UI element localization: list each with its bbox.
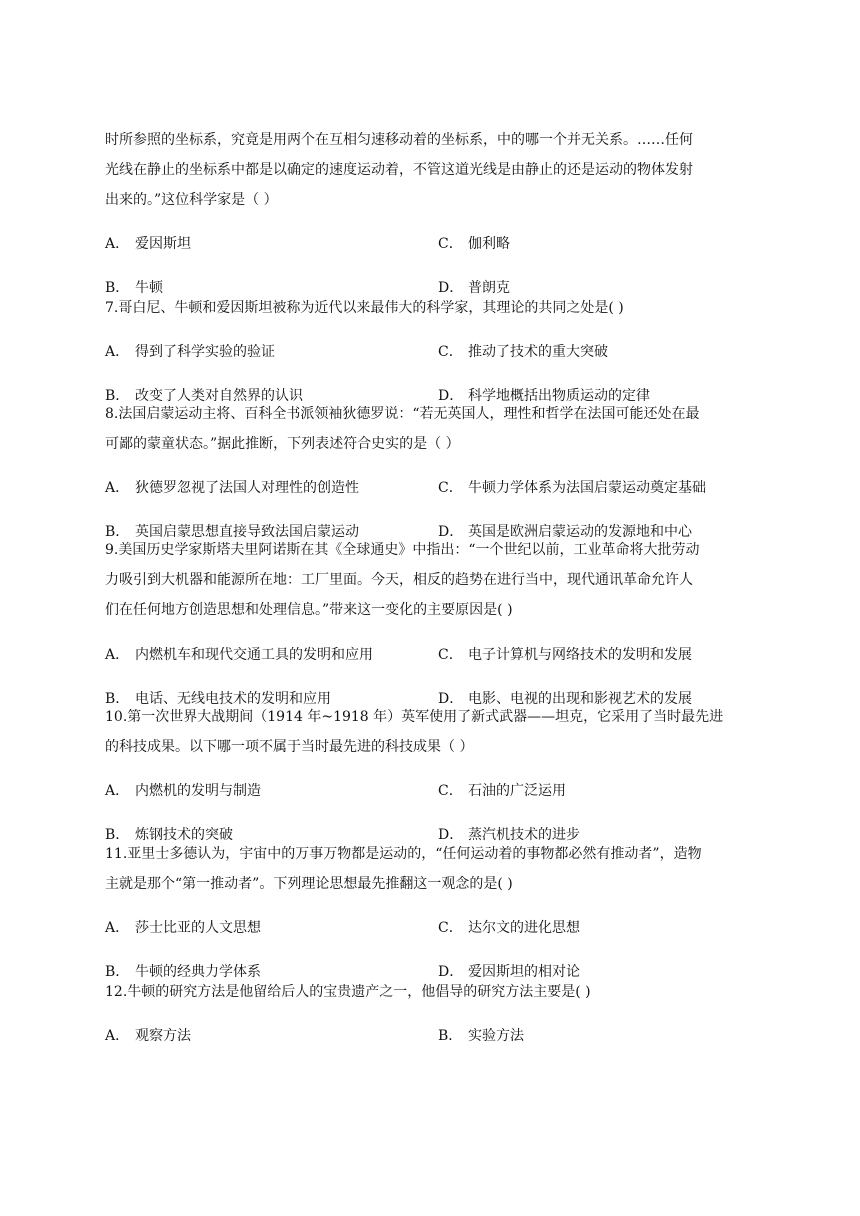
option-key: A． <box>105 1028 130 1044</box>
option-key: A． <box>105 647 130 663</box>
q8-option-a <box>105 479 359 497</box>
q10-text-line-1: 10.第一次世界大战期间（1914 年~1918 年）英军使用了新式武器——坦克，它采用了当时最先进 <box>105 709 724 725</box>
q9-text-line-1: 9.美国历史学家斯塔夫里阿诺斯在其《全球通史》中指出：“一个世纪以前，工业革命将大批劳动 <box>105 542 700 558</box>
option-text: 电子计算机与网络技术的发明和发展 <box>468 647 692 663</box>
option-text: 牛顿的经典力学体系 <box>135 964 261 980</box>
option-key: B． <box>105 280 130 296</box>
q10-option-a <box>105 782 261 800</box>
q7-option-b <box>105 387 303 405</box>
option-key: D． <box>438 964 464 980</box>
option-key: D． <box>438 827 464 843</box>
q6-option-a <box>105 235 191 253</box>
option-key: D． <box>438 280 464 296</box>
q8-option-c <box>438 479 706 497</box>
q11-option-b <box>105 963 261 981</box>
option-key: B． <box>105 524 130 540</box>
q9-option-b <box>105 690 331 708</box>
option-text: 内燃机车和现代交通工具的发明和应用 <box>135 647 373 663</box>
option-key: D． <box>438 691 464 707</box>
option-key: B． <box>105 388 130 404</box>
option-key: B． <box>105 827 130 843</box>
q9-option-c <box>438 646 692 664</box>
option-key: B． <box>438 1028 463 1044</box>
option-text: 爱因斯坦 <box>135 236 191 252</box>
option-key: B． <box>105 691 130 707</box>
option-text: 电影、电视的出现和影视艺术的发展 <box>468 691 692 707</box>
option-text: 英国启蒙思想直接导致法国启蒙运动 <box>135 524 359 540</box>
q7-option-d <box>438 387 650 405</box>
option-text: 狄德罗忽视了法国人对理性的创造性 <box>135 480 359 496</box>
option-text: 石油的广泛运用 <box>468 783 566 799</box>
q11-text-line-1: 11.亚里士多德认为，宇宙中的万事万物都是运动的，“任何运动着的事物都必然有推动者”，造物 <box>105 846 702 862</box>
q11-option-c <box>438 919 580 937</box>
q9-text-line-3: 们在任何地方创造思想和处理信息。”带来这一变化的主要原因是( ) <box>105 602 513 618</box>
q9-option-d <box>438 690 692 708</box>
q8-text-line-2: 可鄙的蒙童状态。”据此推断，下列表述符合史实的是（ ） <box>105 436 460 452</box>
option-key: C． <box>438 480 463 496</box>
q6-option-d <box>438 279 510 297</box>
option-text: 电话、无线电技术的发明和应用 <box>135 691 331 707</box>
option-text: 科学地概括出物质运动的定律 <box>468 388 650 404</box>
q8-option-d <box>438 523 692 541</box>
option-text: 普朗克 <box>468 280 510 296</box>
q8-option-b <box>105 523 359 541</box>
q12-option-a <box>105 1027 191 1045</box>
option-key: A． <box>105 480 130 496</box>
q10-text-line-2: 的科技成果。以下哪一项不属于当时最先进的科技成果（ ） <box>105 739 474 755</box>
option-key: B． <box>105 964 130 980</box>
option-key: D． <box>438 388 464 404</box>
q7-option-a <box>105 343 275 361</box>
q7-text-line-1: 7.哥白尼、牛顿和爱因斯坦被称为近代以来最伟大的科学家，其理论的共同之处是( ) <box>105 300 624 316</box>
q7-option-c <box>438 343 608 361</box>
option-text: 莎士比亚的人文思想 <box>135 920 261 936</box>
option-text: 推动了技术的重大突破 <box>468 344 608 360</box>
q6-option-c <box>438 235 510 253</box>
q10-option-d <box>438 826 580 844</box>
option-key: A． <box>105 344 130 360</box>
q6-text-line-1: 时所参照的坐标系，究竟是用两个在互相匀速移动着的坐标系，中的哪一个并无关系。……任何 <box>105 132 693 148</box>
option-text: 改变了人类对自然界的认识 <box>135 388 303 404</box>
q6-text-line-2: 光线在静止的坐标系中都是以确定的速度运动着，不管这道光线是由静止的还是运动的物体发射 <box>105 162 693 178</box>
option-key: C． <box>438 236 463 252</box>
q9-option-a <box>105 646 373 664</box>
option-text: 伽利略 <box>468 236 510 252</box>
option-key: C． <box>438 783 463 799</box>
option-key: C． <box>438 920 463 936</box>
q6-option-b <box>105 279 163 297</box>
option-text: 牛顿 <box>135 280 163 296</box>
q12-text-line-1: 12.牛顿的研究方法是他留给后人的宝贵遗产之一，他倡导的研究方法主要是( ) <box>105 984 591 1000</box>
q9-text-line-2: 力吸引到大机器和能源所在地：工厂里面。今天，相反的趋势在进行当中，现代通讯革命允许人 <box>105 572 693 588</box>
option-key: D． <box>438 524 464 540</box>
option-text: 内燃机的发明与制造 <box>135 783 261 799</box>
option-text: 观察方法 <box>135 1028 191 1044</box>
q10-option-b <box>105 826 233 844</box>
q6-text-line-3: 出来的。”这位科学家是（ ） <box>105 192 278 208</box>
option-key: C． <box>438 647 463 663</box>
q12-option-b <box>438 1027 524 1045</box>
q11-text-line-2: 主就是那个“第一推动者”。下列理论思想最先推翻这一观念的是( ) <box>105 876 513 892</box>
option-text: 达尔文的进化思想 <box>468 920 580 936</box>
q11-option-d <box>438 963 580 981</box>
q10-option-c <box>438 782 566 800</box>
option-text: 英国是欧洲启蒙运动的发源地和中心 <box>468 524 692 540</box>
option-text: 炼钢技术的突破 <box>135 827 233 843</box>
q11-option-a <box>105 919 261 937</box>
option-text: 蒸汽机技术的进步 <box>468 827 580 843</box>
option-text: 得到了科学实验的验证 <box>135 344 275 360</box>
option-key: C． <box>438 344 463 360</box>
option-key: A． <box>105 783 130 799</box>
option-text: 牛顿力学体系为法国启蒙运动奠定基础 <box>468 480 706 496</box>
option-text: 爱因斯坦的相对论 <box>468 964 580 980</box>
option-key: A． <box>105 920 130 936</box>
q8-text-line-1: 8.法国启蒙运动主将、百科全书派领袖狄德罗说：“若无英国人，理性和哲学在法国可能还处在最 <box>105 406 700 422</box>
option-key: A． <box>105 236 130 252</box>
option-text: 实验方法 <box>468 1028 524 1044</box>
